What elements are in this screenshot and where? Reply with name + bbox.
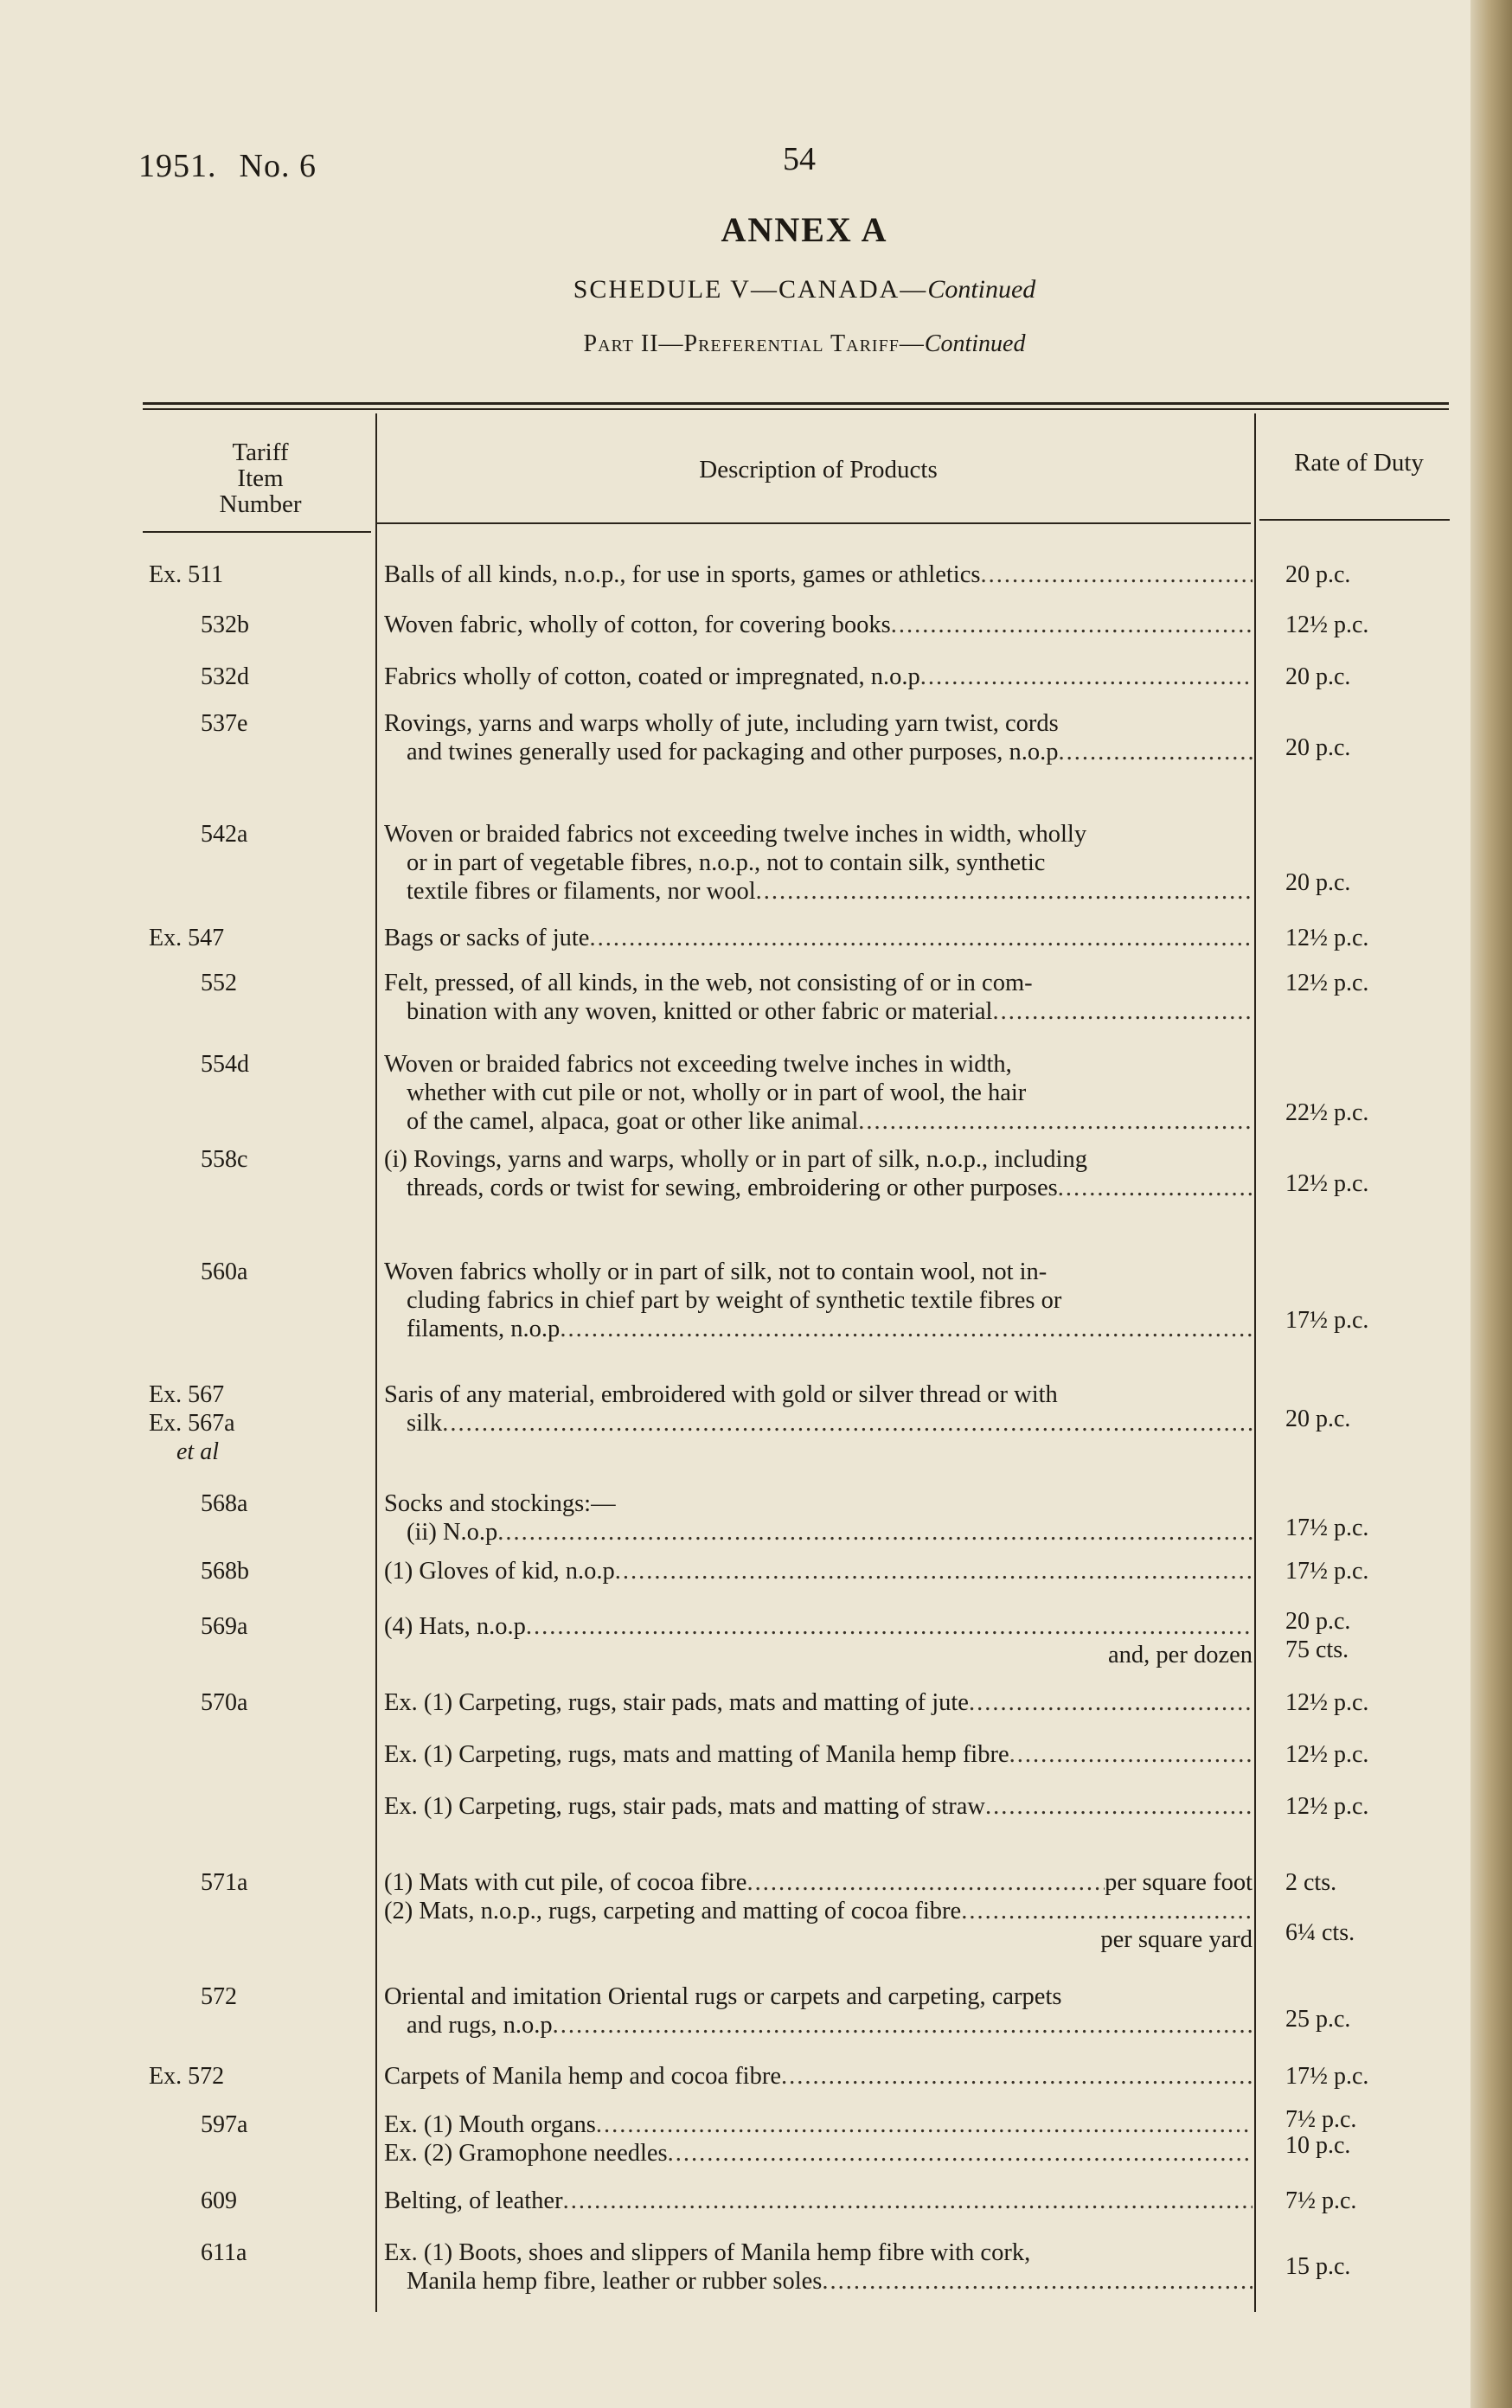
- description-line: [384, 820, 1253, 849]
- product-description: [384, 1688, 1253, 1717]
- description-line: [384, 1612, 1253, 1641]
- tariff-item-number: 611a: [201, 2239, 247, 2266]
- tariff-item-number: 572: [201, 1983, 237, 2010]
- product-description: [384, 1612, 1253, 1669]
- leader-dots: [992, 997, 1253, 1026]
- product-description: [384, 1380, 1253, 1438]
- description-text: Ex. (1) Carpeting, rugs, stair pads, mats and matting of straw: [384, 1793, 985, 1820]
- product-description: [384, 1258, 1253, 1343]
- description-line: [384, 2139, 1253, 2168]
- description-line: [384, 1740, 1253, 1769]
- rate-of-duty: 20 p.c.: [1285, 734, 1351, 761]
- description-text: (ii) N.o.p: [407, 1519, 498, 1546]
- description-line: [384, 2110, 1253, 2139]
- leader-dots: [891, 611, 1253, 639]
- product-description: [384, 560, 1253, 589]
- description-line: [384, 2011, 1253, 2040]
- page-spine-shadow: [1470, 0, 1512, 2408]
- description-line: [384, 1897, 1253, 1925]
- rate-of-duty: 17½ p.c.: [1285, 2063, 1369, 2090]
- description-text: silk: [407, 1410, 443, 1437]
- description-text: Woven fabrics wholly or in part of silk, not to contain wool, not in-: [384, 1258, 1048, 1285]
- leader-dots: [858, 1107, 1253, 1136]
- product-description: [384, 1740, 1253, 1769]
- description-line: [384, 2267, 1253, 2296]
- description-text: Felt, pressed, of all kinds, in the web, not consisting of or in com-: [384, 970, 1033, 996]
- description-text: or in part of vegetable fibres, n.o.p., not to contain silk, synthetic: [407, 849, 1046, 876]
- column-divider-left: [375, 413, 377, 2312]
- rate-of-duty: 20 p.c.: [1285, 1608, 1351, 1635]
- rate-of-duty: 15 p.c.: [1285, 2253, 1351, 2280]
- description-text: Ex. (1) Carpeting, rugs, mats and matting of Manila hemp fibre: [384, 1741, 1009, 1768]
- header-tariff-line3: Number: [219, 490, 302, 518]
- description-line: [384, 877, 1253, 906]
- leader-dots: [822, 2267, 1253, 2296]
- rate-of-duty: 7½ p.c.: [1285, 2187, 1357, 2214]
- description-text: Ex. (1) Boots, shoes and slippers of Manila hemp fibre with cork,: [384, 2239, 1031, 2266]
- act-reference: [138, 147, 317, 185]
- description-line: [384, 1258, 1253, 1286]
- description-line: [384, 1050, 1253, 1079]
- part-main: Part II—Preferential Tariff—: [583, 330, 925, 357]
- leader-dots: [1058, 1174, 1253, 1202]
- leader-dots: [589, 924, 1253, 952]
- description-line: [384, 1641, 1253, 1669]
- rate-of-duty: 17½ p.c.: [1285, 1515, 1369, 1541]
- description-line: [384, 1792, 1253, 1821]
- description-text: Woven or braided fabrics not exceeding twelve inches in width,: [384, 1051, 1012, 1078]
- description-text: Woven fabric, wholly of cotton, for covering books: [384, 612, 891, 638]
- rate-of-duty: 10 p.c.: [1285, 2132, 1351, 2159]
- tariff-item-number: 558c: [201, 1146, 248, 1173]
- tariff-item-number: Ex. 567a: [149, 1410, 235, 1437]
- description-line: [384, 1688, 1253, 1717]
- description-line: [384, 1489, 1253, 1518]
- rate-of-duty: 12½ p.c.: [1285, 1689, 1369, 1716]
- description-line: [384, 1557, 1253, 1585]
- rate-of-duty: 6¼ cts.: [1285, 1919, 1355, 1946]
- description-text: (1) Mats with cut pile, of cocoa fibre: [384, 1869, 747, 1896]
- leader-dots: [596, 2110, 1253, 2139]
- tariff-item-number: Ex. 572: [149, 2063, 225, 2090]
- rate-of-duty: 2 cts.: [1285, 1869, 1337, 1896]
- part-continued: Continued: [924, 330, 1026, 357]
- page-number: 54: [783, 141, 816, 177]
- description-line: [384, 2062, 1253, 2091]
- rate-of-duty: 12½ p.c.: [1285, 1170, 1369, 1197]
- rate-of-duty: 7½ p.c.: [1285, 2106, 1357, 2133]
- description-line: [384, 1518, 1253, 1547]
- description-line: [384, 1925, 1253, 1954]
- description-text: bination with any woven, knitted or other fabric or material: [407, 998, 993, 1025]
- tariff-item-number: 568b: [201, 1558, 249, 1585]
- description-text: cluding fabrics in chief part by weight of synthetic textile fibres or: [407, 1287, 1062, 1314]
- header-tariff-item: [147, 439, 374, 517]
- tariff-item-number: 542a: [201, 821, 248, 848]
- description-text: Balls of all kinds, n.o.p., for use in sports, games or athletics: [384, 561, 981, 588]
- header-tariff-line2: Item: [237, 464, 284, 492]
- description-text: and, per dozen: [1108, 1642, 1253, 1668]
- part-title: [0, 330, 1512, 358]
- leader-dots: [497, 1518, 1253, 1547]
- leader-dots: [553, 2011, 1253, 2040]
- description-text: Oriental and imitation Oriental rugs or carpets and carpeting, carpets: [384, 1983, 1062, 2010]
- leader-dots: [1009, 1740, 1253, 1769]
- description-text: (1) Gloves of kid, n.o.p: [384, 1558, 615, 1585]
- description-text: Saris of any material, embroidered with gold or silver thread or with: [384, 1381, 1058, 1408]
- description-text: Bags or sacks of jute: [384, 925, 590, 951]
- rate-of-duty: 12½ p.c.: [1285, 925, 1369, 951]
- tariff-item-number: 554d: [201, 1051, 249, 1078]
- act-number: No. 6: [239, 148, 317, 184]
- description-line: [384, 1982, 1253, 2011]
- description-text: Ex. (1) Carpeting, rugs, stair pads, mats and matting of jute: [384, 1689, 969, 1716]
- product-description: [384, 1557, 1253, 1585]
- description-line: [384, 1380, 1253, 1409]
- description-text: Ex. (1) Mouth organs: [384, 2111, 596, 2138]
- leader-dots: [668, 2139, 1253, 2168]
- description-line: [384, 1286, 1253, 1315]
- product-description: [384, 969, 1253, 1026]
- schedule-title: [0, 275, 1512, 304]
- product-description: [384, 820, 1253, 906]
- tariff-item-number: 570a: [201, 1689, 248, 1716]
- product-description: [384, 611, 1253, 639]
- header-rule-desc: [377, 522, 1251, 524]
- leader-dots: [526, 1612, 1253, 1641]
- description-text: and rugs, n.o.p: [407, 2012, 553, 2039]
- product-description: [384, 2062, 1253, 2091]
- description-line: [384, 560, 1253, 589]
- product-description: [384, 1982, 1253, 2040]
- description-text: Socks and stockings:—: [384, 1490, 616, 1517]
- description-line: [384, 738, 1253, 766]
- rate-of-duty: 75 cts.: [1285, 1636, 1349, 1663]
- description-line: [384, 709, 1253, 738]
- description-text: Rovings, yarns and warps wholly of jute, including yarn twist, cords: [384, 710, 1059, 737]
- tariff-item-number: 568a: [201, 1490, 248, 1517]
- tariff-item-number: 569a: [201, 1613, 248, 1640]
- product-description: [384, 709, 1253, 766]
- leader-dots: [442, 1409, 1253, 1438]
- description-text: threads, cords or twist for sewing, embroidering or other purposes: [407, 1175, 1058, 1201]
- column-divider-right: [1254, 413, 1256, 2312]
- header-description: Description of Products: [699, 456, 938, 484]
- leader-dots: [563, 2187, 1253, 2215]
- unit-suffix: per square foot: [1105, 1869, 1253, 1896]
- tariff-item-number: 560a: [201, 1258, 248, 1285]
- product-description: [384, 1145, 1253, 1202]
- description-line: [384, 1409, 1253, 1438]
- rate-of-duty: 12½ p.c.: [1285, 970, 1369, 996]
- leader-dots: [756, 877, 1253, 906]
- header-tariff-line1: Tariff: [232, 439, 289, 466]
- description-line: [384, 663, 1253, 691]
- leader-dots: [615, 1557, 1253, 1585]
- leader-dots: [560, 1315, 1253, 1343]
- description-line: [384, 2238, 1253, 2267]
- description-text: (2) Mats, n.o.p., rugs, carpeting and matting of cocoa fibre: [384, 1898, 962, 1924]
- description-line: [384, 969, 1253, 997]
- tariff-item-number: Ex. 511: [149, 561, 224, 588]
- leader-dots: [980, 560, 1253, 589]
- tariff-item-note: et al: [176, 1438, 219, 1465]
- rate-of-duty: 12½ p.c.: [1285, 1793, 1369, 1820]
- rate-of-duty: 20 p.c.: [1285, 561, 1351, 588]
- description-text: (4) Hats, n.o.p: [384, 1613, 526, 1640]
- schedule-continued: Continued: [927, 275, 1036, 304]
- top-rule-2: [143, 408, 1449, 410]
- header-rule-item: [143, 531, 371, 533]
- tariff-item-number: 597a: [201, 2111, 248, 2138]
- description-line: [384, 997, 1253, 1026]
- rate-of-duty: 12½ p.c.: [1285, 612, 1369, 638]
- top-rule-1: [143, 402, 1449, 405]
- description-text: Woven or braided fabrics not exceeding twelve inches in width, wholly: [384, 821, 1087, 848]
- description-line: [384, 611, 1253, 639]
- header-rate: Rate of Duty: [1294, 449, 1424, 477]
- tariff-item-number: Ex. 547: [149, 925, 225, 951]
- description-line: [384, 2187, 1253, 2215]
- leader-dots: [746, 1868, 1105, 1897]
- rate-of-duty: 20 p.c.: [1285, 1406, 1351, 1432]
- tariff-item-number: 552: [201, 970, 237, 996]
- leader-dots: [985, 1792, 1253, 1821]
- annex-title: ANNEX A: [721, 210, 888, 249]
- description-text: filaments, n.o.p: [407, 1316, 561, 1342]
- description-text: (i) Rovings, yarns and warps, wholly or in part of silk, n.o.p., including: [384, 1146, 1087, 1173]
- product-description: [384, 1050, 1253, 1136]
- product-description: [384, 924, 1253, 952]
- description-text: whether with cut pile or not, wholly or in part of wool, the hair: [407, 1079, 1027, 1106]
- tariff-item-number: 532b: [201, 612, 249, 638]
- leader-dots: [969, 1688, 1253, 1717]
- rate-of-duty: 17½ p.c.: [1285, 1307, 1369, 1334]
- description-line: [384, 1315, 1253, 1343]
- rate-of-duty: 17½ p.c.: [1285, 1558, 1369, 1585]
- description-text: Carpets of Manila hemp and cocoa fibre: [384, 2063, 781, 2090]
- description-line: [384, 1079, 1253, 1107]
- product-description: [384, 2238, 1253, 2296]
- tariff-item-number: 532d: [201, 663, 249, 690]
- description-text: of the camel, alpaca, goat or other like animal: [407, 1108, 859, 1135]
- leader-dots: [781, 2062, 1253, 2091]
- product-description: [384, 663, 1253, 691]
- description-text: Fabrics wholly of cotton, coated or impregnated, n.o.p: [384, 663, 920, 690]
- description-line: [384, 924, 1253, 952]
- tariff-item-number: Ex. 567: [149, 1381, 225, 1408]
- year: 1951.: [138, 148, 217, 184]
- description-text: Ex. (2) Gramophone needles: [384, 2140, 668, 2167]
- description-line: [384, 1107, 1253, 1136]
- description-text: Belting, of leather: [384, 2187, 563, 2214]
- description-line: [384, 849, 1253, 877]
- product-description: [384, 1868, 1253, 1954]
- tariff-item-number: 609: [201, 2187, 237, 2214]
- description-text: and twines generally used for packaging and other purposes, n.o.p: [407, 739, 1059, 765]
- product-description: [384, 1489, 1253, 1547]
- rate-of-duty: 22½ p.c.: [1285, 1099, 1369, 1126]
- leader-dots: [961, 1897, 1253, 1925]
- schedule-main: SCHEDULE V—CANADA—: [573, 275, 928, 304]
- description-text: textile fibres or filaments, nor wool: [407, 878, 756, 905]
- description-line: [384, 1868, 1253, 1897]
- description-text: per square yard: [1100, 1926, 1253, 1953]
- header-rule-rate: [1259, 519, 1450, 521]
- description-line: [384, 1174, 1253, 1202]
- rate-of-duty: 25 p.c.: [1285, 2006, 1351, 2033]
- rate-of-duty: 20 p.c.: [1285, 663, 1351, 690]
- description-text: Manila hemp fibre, leather or rubber soles: [407, 2268, 823, 2295]
- product-description: [384, 2110, 1253, 2168]
- rate-of-duty: 12½ p.c.: [1285, 1741, 1369, 1768]
- leader-dots: [1058, 738, 1253, 766]
- tariff-item-number: 537e: [201, 710, 248, 737]
- leader-dots: [920, 663, 1253, 691]
- rate-of-duty: 20 p.c.: [1285, 869, 1351, 896]
- tariff-item-number: 571a: [201, 1869, 248, 1896]
- product-description: [384, 2187, 1253, 2215]
- product-description: [384, 1792, 1253, 1821]
- description-line: [384, 1145, 1253, 1174]
